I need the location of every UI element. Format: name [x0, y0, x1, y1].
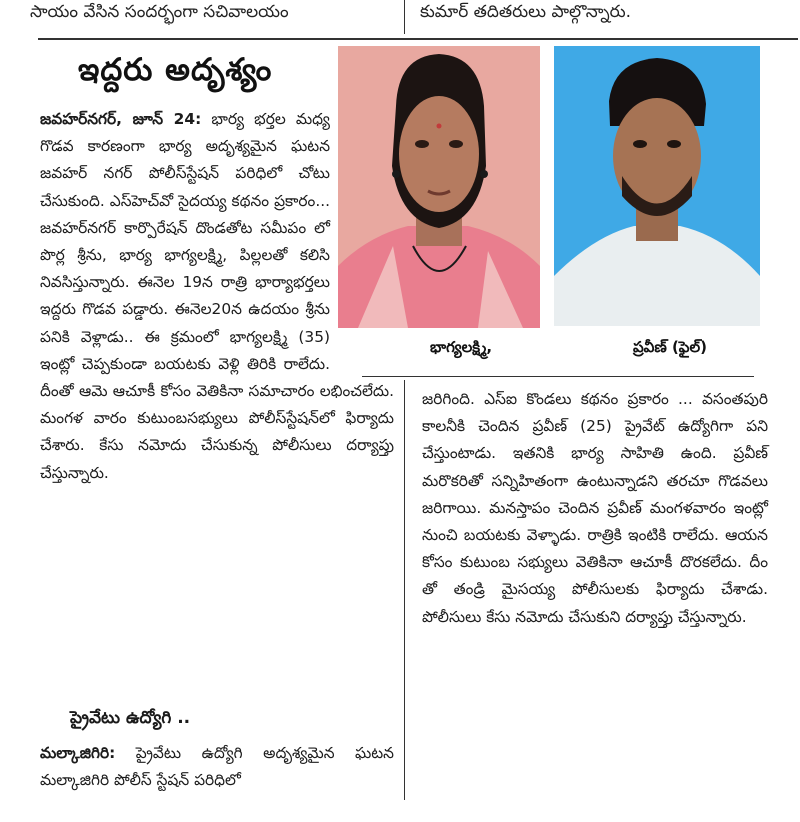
- story2-left-column: [40, 740, 394, 794]
- previous-article-fragment-left: సాయం వేసిన సందర్భంగా సచివాలయం: [30, 2, 289, 22]
- story2-body-left: ప్రైవేటు ఉద్యోగి అదృశ్యమైన ఘటన మల్కాజిగిరి పోలీస్ స్టేషన్ పరిధిలో: [40, 744, 394, 790]
- story2-dateline: మల్కాజిగిరి:: [40, 744, 116, 762]
- story2-body-right: జరిగింది. ఎస్ఐ కొండలు కథనం ప్రకారం ... వసంతపురి కాలనీకి చెందిన ప్రవీణ్ (25) ప్రైవేట్ ఉద్యోగిగా పని చేస్తుంటాడు. ఇతనికి భార్య సాహితి ఉంది. ప్రవీణ్ మరొకరితో సన్నిహితంగా ఉంటున్నాడని తరచూ గొడవలు జరిగాయి. మనస్తాపం చెందిన ప్రవీణ్ మంగళవారం ఇంట్లో నుంచి బయటకు వెళ్ళాడు. రాత్రికి ఇంటికి రాలేదు. ఆయన కోసం కుటుంబ సభ్యులు వెతికినా ఆచూకీ దొరకలేదు. దీం తో తండ్రి మైసయ్య పోలీసులకు ఫిర్యాదు చేశాడు. పోలీసులు కేసు నమోదు చేసుకుని దర్యాప్తు చేస్తున్నారు.: [422, 390, 768, 626]
- previous-article-fragment-right: కుమార్ తదితరులు పాల్గొన్నారు.: [420, 2, 632, 22]
- story1-dateline: జవహర్‌నగర్, జూన్ 24:: [40, 110, 202, 128]
- story1-body: భార్య భర్తల మధ్య గొడవ కారణంగా భార్య అదృశ్యమైన ఘటన జవహర్ నగర్ పోలీస్‌స్టేషన్ పరిధిలో చోటు చేసుకుంది. ఎస్‌హెచ్‌వో సైదయ్య కథనం ప్రకారం... జవహర్‌నగర్ కార్పొరేషన్ దొండతోట సమీపం లో పొర్ల శ్రీను, భార్య భాగ్యలక్ష్మి, పిల్లలతో కలిసి నివసిస్తున్నారు. ఈనెల 19న రాత్రి భార్యాభర్తలు ఇద్దరు గొడవ పడ్డారు. ఈనెల20న ఉదయం శ్రీను పనికి వెళ్లాడు.. ఈ క్రమంలో భాగ్యలక్ష్మి (35) ఇంట్లో చెప్పకుండా బయటకు వెళ్లి తిరికి రాలేదు. దీంతో ఆమె ఆచూకీ కోసం వెతికినా సమాచారం లభించలేదు. మంగళ వారం కుటుంబసభ్యులు పోలీస్‌స్టేషన్‌లో ఫిర్యాదు చేశారు. కేసు నమోదు చేసుకున్న పోలీసులు దర్యాప్తు చేస్తున్నారు.: [40, 110, 394, 482]
- story2-right-column: [422, 386, 768, 631]
- photo-wrap-spacer: [330, 106, 394, 378]
- column-divider-top: [404, 0, 405, 34]
- story1-column: [40, 106, 394, 487]
- subheading-private-employee: ప్రైవేటు ఉద్యోగి ..: [70, 708, 191, 728]
- headline: ఇద్దరు అదృశ్యం: [78, 52, 273, 88]
- caption-bhagyalakshmi: భాగ్యలక్ష్మి,: [430, 338, 493, 356]
- article-separator: [38, 38, 798, 40]
- caption-praveen: ప్రవీణ్ (ఫైల్): [633, 338, 707, 356]
- photo-praveen: [554, 46, 760, 326]
- caption-rule: [362, 376, 754, 377]
- man-portrait-icon: [554, 46, 760, 326]
- column-divider: [404, 380, 405, 800]
